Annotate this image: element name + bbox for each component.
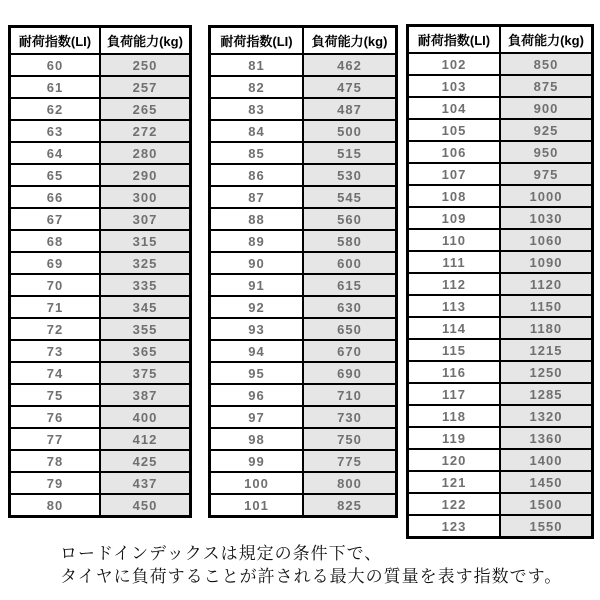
- load-index-cell: 86: [210, 164, 304, 186]
- load-index-cell: 79: [10, 472, 101, 494]
- load-index-cell: 62: [10, 98, 101, 120]
- load-index-cell: 75: [10, 384, 101, 406]
- load-capacity-cell: 545: [303, 186, 397, 208]
- table-row: [10, 450, 191, 472]
- load-index-cell: 105: [408, 119, 501, 141]
- table-row: [10, 230, 191, 252]
- table-row: [10, 164, 191, 186]
- load-capacity-cell: 462: [303, 54, 397, 76]
- load-index-cell: 83: [210, 98, 304, 120]
- load-capacity-cell: 307: [100, 208, 191, 230]
- load-capacity-cell: 825: [303, 494, 397, 517]
- table-row: [10, 142, 191, 164]
- load-index-cell: 91: [210, 274, 304, 296]
- load-index-cell: 103: [408, 75, 501, 97]
- load-capacity-cell: 850: [500, 53, 593, 75]
- load-capacity-cell: 475: [303, 76, 397, 98]
- load-index-cell: 101: [210, 494, 304, 517]
- data-table: [406, 24, 594, 539]
- load-index-cell: 82: [210, 76, 304, 98]
- load-index-cell: 73: [10, 340, 101, 362]
- table-row: [210, 98, 397, 120]
- load-index-cell: 74: [10, 362, 101, 384]
- table-row: [210, 164, 397, 186]
- table-row: [408, 163, 593, 185]
- load-capacity-cell: 730: [303, 406, 397, 428]
- load-index-cell: 92: [210, 296, 304, 318]
- load-capacity-cell: 290: [100, 164, 191, 186]
- header-row: [10, 27, 191, 55]
- load-capacity-cell: 425: [100, 450, 191, 472]
- table-row: [408, 471, 593, 493]
- table-row: [210, 120, 397, 142]
- load-index-cell: 108: [408, 185, 501, 207]
- table-header: [10, 27, 191, 55]
- header-load-index: 耐荷指数(LI): [408, 26, 501, 54]
- table-row: [408, 273, 593, 295]
- load-capacity-cell: 387: [100, 384, 191, 406]
- table-row: [210, 362, 397, 384]
- header-load-index: 耐荷指数(LI): [210, 27, 304, 55]
- table-row: [10, 54, 191, 76]
- load-index-cell: 66: [10, 186, 101, 208]
- load-index-cell: 61: [10, 76, 101, 98]
- load-capacity-cell: 250: [100, 54, 191, 76]
- load-capacity-cell: 500: [303, 120, 397, 142]
- table-row: [210, 76, 397, 98]
- load-capacity-cell: 325: [100, 252, 191, 274]
- table-row: [10, 428, 191, 450]
- table-row: [408, 493, 593, 515]
- table-row: [408, 229, 593, 251]
- load-capacity-cell: 600: [303, 252, 397, 274]
- table-row: [408, 339, 593, 361]
- table-row: [408, 295, 593, 317]
- table-row: [210, 230, 397, 252]
- load-capacity-cell: 265: [100, 98, 191, 120]
- table-body: [408, 53, 593, 538]
- table-row: [210, 274, 397, 296]
- load-index-cell: 70: [10, 274, 101, 296]
- load-index-cell: 116: [408, 361, 501, 383]
- load-capacity-cell: 315: [100, 230, 191, 252]
- table-row: [10, 406, 191, 428]
- load-capacity-cell: 1320: [500, 405, 593, 427]
- table-row: [10, 208, 191, 230]
- load-index-cell: 72: [10, 318, 101, 340]
- load-capacity-cell: 1000: [500, 185, 593, 207]
- load-capacity-cell: 1030: [500, 207, 593, 229]
- table-row: [408, 119, 593, 141]
- load-capacity-cell: 437: [100, 472, 191, 494]
- load-capacity-cell: 487: [303, 98, 397, 120]
- load-index-cell: 94: [210, 340, 304, 362]
- footer-line-1: ロードインデックスは規定の条件下で、: [60, 544, 383, 563]
- table-row: [10, 252, 191, 274]
- load-index-cell: 80: [10, 494, 101, 517]
- table-row: [10, 362, 191, 384]
- table-row: [408, 75, 593, 97]
- load-capacity-cell: 630: [303, 296, 397, 318]
- table-row: [408, 141, 593, 163]
- load-index-cell: 110: [408, 229, 501, 251]
- table-row: [408, 449, 593, 471]
- load-capacity-cell: 900: [500, 97, 593, 119]
- header-load-index: 耐荷指数(LI): [10, 27, 101, 55]
- table-body: [210, 54, 397, 517]
- load-capacity-cell: 355: [100, 318, 191, 340]
- table-row: [10, 98, 191, 120]
- header-load-capacity: 負荷能力(kg): [100, 27, 191, 55]
- load-capacity-cell: 272: [100, 120, 191, 142]
- load-index-table-81-101: [208, 25, 398, 518]
- load-index-cell: 60: [10, 54, 101, 76]
- load-capacity-cell: 650: [303, 318, 397, 340]
- load-index-cell: 84: [210, 120, 304, 142]
- table-row: [408, 53, 593, 75]
- load-index-cell: 71: [10, 296, 101, 318]
- table-row: [10, 340, 191, 362]
- load-capacity-cell: 365: [100, 340, 191, 362]
- load-index-cell: 89: [210, 230, 304, 252]
- table-row: [210, 54, 397, 76]
- load-index-cell: 96: [210, 384, 304, 406]
- load-capacity-cell: 925: [500, 119, 593, 141]
- load-capacity-cell: 412: [100, 428, 191, 450]
- load-index-cell: 67: [10, 208, 101, 230]
- table-row: [10, 318, 191, 340]
- load-capacity-cell: 1060: [500, 229, 593, 251]
- load-index-cell: 99: [210, 450, 304, 472]
- table-row: [408, 361, 593, 383]
- load-index-cell: 114: [408, 317, 501, 339]
- table-row: [210, 384, 397, 406]
- load-capacity-cell: 975: [500, 163, 593, 185]
- load-capacity-cell: 1550: [500, 515, 593, 538]
- load-capacity-cell: 300: [100, 186, 191, 208]
- load-index-cell: 104: [408, 97, 501, 119]
- load-index-cell: 117: [408, 383, 501, 405]
- table-row: [210, 494, 397, 517]
- load-capacity-cell: 670: [303, 340, 397, 362]
- table-row: [10, 76, 191, 98]
- load-index-cell: 119: [408, 427, 501, 449]
- load-index-cell: 106: [408, 141, 501, 163]
- load-index-cell: 90: [210, 252, 304, 274]
- load-capacity-cell: 1285: [500, 383, 593, 405]
- load-capacity-cell: 345: [100, 296, 191, 318]
- table-header: [210, 27, 397, 55]
- load-capacity-cell: 1500: [500, 493, 593, 515]
- table-row: [408, 515, 593, 538]
- load-index-cell: 109: [408, 207, 501, 229]
- table-row: [408, 97, 593, 119]
- table-row: [408, 405, 593, 427]
- table-row: [10, 384, 191, 406]
- load-index-cell: 65: [10, 164, 101, 186]
- load-index-cell: 63: [10, 120, 101, 142]
- footer-note: [60, 543, 562, 588]
- table-row: [408, 207, 593, 229]
- table-row: [210, 472, 397, 494]
- load-index-cell: 100: [210, 472, 304, 494]
- data-table: [8, 25, 192, 518]
- table-body: [10, 54, 191, 517]
- load-capacity-cell: 950: [500, 141, 593, 163]
- table-row: [10, 494, 191, 517]
- load-index-cell: 69: [10, 252, 101, 274]
- load-index-cell: 102: [408, 53, 501, 75]
- load-index-cell: 78: [10, 450, 101, 472]
- table-row: [408, 185, 593, 207]
- table-row: [210, 186, 397, 208]
- table-row: [408, 383, 593, 405]
- load-index-cell: 118: [408, 405, 501, 427]
- load-index-table-60-80: [8, 25, 192, 518]
- load-capacity-cell: 335: [100, 274, 191, 296]
- load-capacity-cell: 710: [303, 384, 397, 406]
- table-row: [10, 472, 191, 494]
- table-row: [210, 428, 397, 450]
- load-index-cell: 111: [408, 251, 501, 273]
- load-index-cell: 113: [408, 295, 501, 317]
- header-row: [210, 27, 397, 55]
- load-capacity-cell: 1180: [500, 317, 593, 339]
- load-index-cell: 87: [210, 186, 304, 208]
- load-index-cell: 98: [210, 428, 304, 450]
- load-capacity-cell: 690: [303, 362, 397, 384]
- load-capacity-cell: 257: [100, 76, 191, 98]
- footer-line-2: タイヤに負荷することが許される最大の質量を表す指数です。: [60, 566, 563, 586]
- load-index-cell: 122: [408, 493, 501, 515]
- header-load-capacity: 負荷能力(kg): [303, 27, 397, 55]
- load-capacity-cell: 1360: [500, 427, 593, 449]
- load-index-cell: 77: [10, 428, 101, 450]
- table-row: [210, 450, 397, 472]
- load-index-cell: 123: [408, 515, 501, 538]
- load-capacity-cell: 1450: [500, 471, 593, 493]
- data-table: [208, 25, 398, 518]
- table-row: [210, 142, 397, 164]
- table-row: [408, 317, 593, 339]
- header-load-capacity: 負荷能力(kg): [500, 26, 593, 54]
- load-capacity-cell: 560: [303, 208, 397, 230]
- load-index-table-102-123: [406, 24, 594, 539]
- load-capacity-cell: 1215: [500, 339, 593, 361]
- table-row: [210, 340, 397, 362]
- load-index-cell: 88: [210, 208, 304, 230]
- load-index-cell: 112: [408, 273, 501, 295]
- load-index-cell: 85: [210, 142, 304, 164]
- load-index-cell: 95: [210, 362, 304, 384]
- load-index-cell: 115: [408, 339, 501, 361]
- load-capacity-cell: 280: [100, 142, 191, 164]
- table-row: [10, 186, 191, 208]
- load-capacity-cell: 1090: [500, 251, 593, 273]
- load-capacity-cell: 1400: [500, 449, 593, 471]
- load-index-cell: 68: [10, 230, 101, 252]
- load-capacity-cell: 515: [303, 142, 397, 164]
- table-row: [210, 406, 397, 428]
- load-index-cell: 64: [10, 142, 101, 164]
- table-row: [10, 296, 191, 318]
- load-capacity-cell: 615: [303, 274, 397, 296]
- load-capacity-cell: 400: [100, 406, 191, 428]
- table-row: [210, 208, 397, 230]
- load-capacity-cell: 530: [303, 164, 397, 186]
- load-index-cell: 97: [210, 406, 304, 428]
- load-capacity-cell: 875: [500, 75, 593, 97]
- load-capacity-cell: 1120: [500, 273, 593, 295]
- load-index-cell: 93: [210, 318, 304, 340]
- header-row: [408, 26, 593, 54]
- load-capacity-cell: 1250: [500, 361, 593, 383]
- table-header: [408, 26, 593, 54]
- load-capacity-cell: 1150: [500, 295, 593, 317]
- load-index-cell: 81: [210, 54, 304, 76]
- table-row: [10, 120, 191, 142]
- load-capacity-cell: 375: [100, 362, 191, 384]
- load-capacity-cell: 750: [303, 428, 397, 450]
- load-capacity-cell: 775: [303, 450, 397, 472]
- load-index-cell: 121: [408, 471, 501, 493]
- table-row: [210, 252, 397, 274]
- table-row: [10, 274, 191, 296]
- load-capacity-cell: 800: [303, 472, 397, 494]
- load-index-cell: 107: [408, 163, 501, 185]
- table-row: [210, 296, 397, 318]
- load-index-cell: 120: [408, 449, 501, 471]
- load-capacity-cell: 450: [100, 494, 191, 517]
- table-row: [210, 318, 397, 340]
- load-capacity-cell: 580: [303, 230, 397, 252]
- table-row: [408, 427, 593, 449]
- load-index-cell: 76: [10, 406, 101, 428]
- table-row: [408, 251, 593, 273]
